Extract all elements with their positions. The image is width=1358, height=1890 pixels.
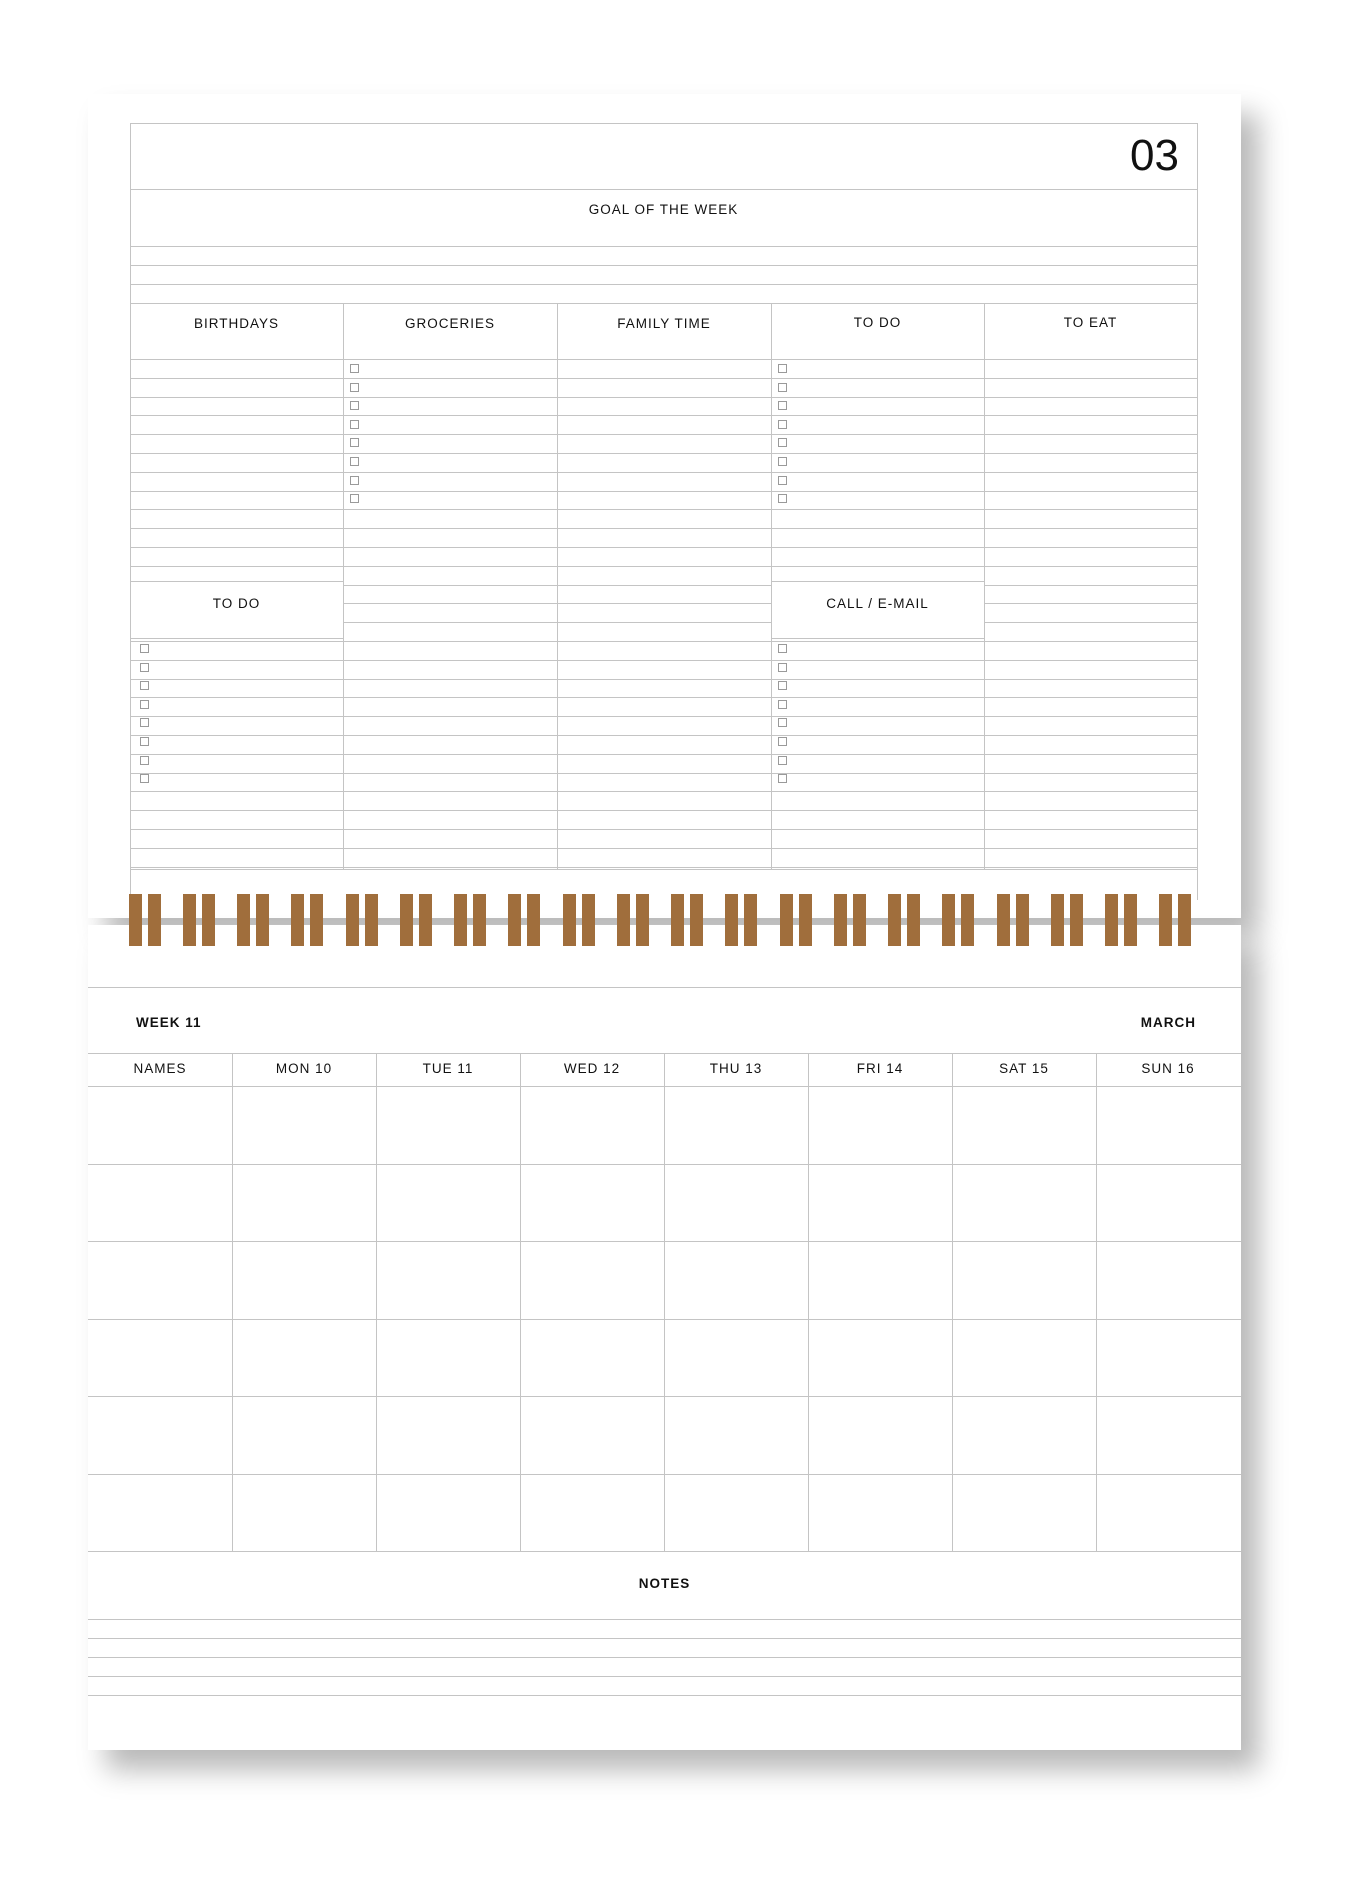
checkbox[interactable] bbox=[140, 663, 149, 672]
column-header-family-time: FAMILY TIME bbox=[617, 316, 711, 331]
rule-line bbox=[130, 716, 343, 717]
rule-line bbox=[984, 378, 1197, 379]
rule-line bbox=[343, 566, 771, 567]
checkbox[interactable] bbox=[778, 681, 787, 690]
rule-line bbox=[130, 453, 343, 454]
day-column-divider bbox=[664, 1053, 665, 1551]
rule-line bbox=[771, 528, 984, 529]
rule-line bbox=[130, 509, 343, 510]
checkbox[interactable] bbox=[778, 420, 787, 429]
checkbox[interactable] bbox=[140, 737, 149, 746]
rule-line bbox=[343, 697, 771, 698]
rule-line bbox=[343, 603, 771, 604]
column-header-to-do: TO DO bbox=[853, 315, 902, 330]
rule-line bbox=[130, 660, 343, 661]
weekly-overview-page bbox=[88, 94, 1241, 918]
rule-line bbox=[130, 641, 343, 642]
rule-line bbox=[343, 829, 771, 830]
goal-rule bbox=[130, 265, 1197, 266]
day-column-divider bbox=[232, 1053, 233, 1551]
calendar-row-divider bbox=[88, 1396, 1241, 1397]
rule-line bbox=[771, 641, 984, 642]
day-header-fri: FRI 14 bbox=[856, 1061, 904, 1076]
day-column-divider bbox=[952, 1053, 953, 1551]
column-header-divider bbox=[130, 359, 1197, 360]
rule-line bbox=[984, 472, 1197, 473]
rule-line bbox=[771, 660, 984, 661]
rule-line bbox=[771, 491, 984, 492]
rule-line bbox=[343, 491, 771, 492]
calendar-row-divider bbox=[88, 1164, 1241, 1165]
checkbox[interactable] bbox=[350, 401, 359, 410]
rule-line bbox=[984, 491, 1197, 492]
column-divider bbox=[771, 303, 772, 869]
checkbox[interactable] bbox=[350, 457, 359, 466]
checkbox[interactable] bbox=[778, 700, 787, 709]
rule-line bbox=[343, 397, 771, 398]
rule-line bbox=[771, 453, 984, 454]
rule-line bbox=[984, 679, 1197, 680]
checkbox[interactable] bbox=[140, 718, 149, 727]
rule-line bbox=[343, 716, 771, 717]
notes-title: NOTES bbox=[638, 1576, 691, 1591]
call-email-title: CALL / E-MAIL bbox=[826, 596, 929, 611]
rule-line bbox=[343, 547, 771, 548]
rule-line bbox=[984, 773, 1197, 774]
rule-line bbox=[984, 397, 1197, 398]
rule-line bbox=[343, 773, 771, 774]
rule-line bbox=[771, 810, 984, 811]
notes-line bbox=[88, 1657, 1241, 1658]
rule-line bbox=[771, 848, 984, 849]
day-column-divider bbox=[1096, 1053, 1097, 1551]
subheader-top bbox=[771, 581, 984, 582]
calendar-row-divider bbox=[88, 1319, 1241, 1320]
column-header-to-eat: TO EAT bbox=[1063, 315, 1118, 330]
column-divider bbox=[343, 303, 344, 869]
rule-line bbox=[343, 660, 771, 661]
header-divider bbox=[130, 189, 1197, 190]
rule-line bbox=[130, 491, 343, 492]
frame-right bbox=[1197, 123, 1198, 900]
rule-line bbox=[343, 791, 771, 792]
calendar-row-divider bbox=[88, 1241, 1241, 1242]
rule-line bbox=[984, 697, 1197, 698]
notes-line bbox=[88, 1695, 1241, 1696]
rule-line bbox=[984, 603, 1197, 604]
rule-line bbox=[771, 829, 984, 830]
subheader-top bbox=[130, 581, 343, 582]
rule-line bbox=[343, 679, 771, 680]
month-label: MARCH bbox=[1140, 1015, 1196, 1030]
day-header-mon: MON 10 bbox=[275, 1061, 333, 1076]
notes-line bbox=[88, 1619, 1241, 1620]
rule-line bbox=[771, 566, 984, 567]
day-header-sun: SUN 16 bbox=[1141, 1061, 1195, 1076]
rule-line bbox=[771, 547, 984, 548]
checkbox[interactable] bbox=[778, 774, 787, 783]
rule-line bbox=[984, 547, 1197, 548]
checkbox[interactable] bbox=[778, 737, 787, 746]
day-header-sat: SAT 15 bbox=[999, 1061, 1049, 1076]
rule-line bbox=[130, 829, 343, 830]
checkbox[interactable] bbox=[778, 663, 787, 672]
rule-line bbox=[343, 472, 771, 473]
rule-line bbox=[984, 453, 1197, 454]
column-header-groceries: GROCERIES bbox=[404, 316, 495, 331]
rule-line bbox=[130, 528, 343, 529]
section-divider bbox=[130, 303, 1197, 304]
rule-line bbox=[130, 472, 343, 473]
checkbox[interactable] bbox=[778, 383, 787, 392]
day-column-divider bbox=[376, 1053, 377, 1551]
day-header-wed: WED 12 bbox=[563, 1061, 621, 1076]
checkbox[interactable] bbox=[778, 476, 787, 485]
rule-line bbox=[343, 528, 771, 529]
checkbox[interactable] bbox=[140, 700, 149, 709]
rule-line bbox=[771, 679, 984, 680]
rule-line bbox=[130, 566, 343, 567]
rule-line bbox=[343, 453, 771, 454]
rule-line bbox=[984, 867, 1197, 868]
rule-line bbox=[130, 735, 343, 736]
checkbox[interactable] bbox=[140, 681, 149, 690]
rule-line bbox=[771, 697, 984, 698]
checkbox[interactable] bbox=[778, 457, 787, 466]
frame-top bbox=[130, 123, 1197, 124]
rule-line bbox=[771, 867, 984, 868]
day-header-names: NAMES bbox=[133, 1061, 187, 1076]
frame-left bbox=[130, 123, 131, 900]
rule-line bbox=[984, 848, 1197, 849]
rule-line bbox=[343, 622, 771, 623]
rule-line bbox=[771, 397, 984, 398]
rule-line bbox=[130, 697, 343, 698]
rule-line bbox=[130, 397, 343, 398]
day-header-thu: THU 13 bbox=[709, 1061, 763, 1076]
header-top-rule bbox=[88, 987, 1241, 988]
rule-line bbox=[343, 867, 771, 868]
rule-line bbox=[984, 810, 1197, 811]
checkbox[interactable] bbox=[778, 364, 787, 373]
goal-rule bbox=[130, 284, 1197, 285]
rule-line bbox=[343, 810, 771, 811]
rule-line bbox=[984, 791, 1197, 792]
checkbox[interactable] bbox=[350, 494, 359, 503]
goal-divider bbox=[130, 246, 1197, 247]
rule-line bbox=[771, 434, 984, 435]
column-divider bbox=[984, 303, 985, 869]
rule-line bbox=[984, 509, 1197, 510]
rule-line bbox=[984, 566, 1197, 567]
rule-line bbox=[130, 754, 343, 755]
rule-line bbox=[984, 622, 1197, 623]
checkbox[interactable] bbox=[140, 774, 149, 783]
rule-line bbox=[343, 585, 771, 586]
rule-line bbox=[130, 867, 343, 868]
rule-line bbox=[130, 415, 343, 416]
rule-line bbox=[984, 415, 1197, 416]
rule-line bbox=[771, 509, 984, 510]
checkbox[interactable] bbox=[778, 718, 787, 727]
rule-line bbox=[984, 754, 1197, 755]
checkbox[interactable] bbox=[778, 644, 787, 653]
rule-line bbox=[343, 848, 771, 849]
rule-line bbox=[771, 716, 984, 717]
rule-line bbox=[771, 472, 984, 473]
rule-line bbox=[130, 848, 343, 849]
rule-line bbox=[984, 735, 1197, 736]
rule-line bbox=[343, 415, 771, 416]
day-column-divider bbox=[520, 1053, 521, 1551]
subheader-bottom bbox=[771, 638, 984, 639]
checkbox[interactable] bbox=[350, 420, 359, 429]
checkbox[interactable] bbox=[350, 438, 359, 447]
rule-line bbox=[771, 735, 984, 736]
day-column-divider bbox=[808, 1053, 809, 1551]
rule-line bbox=[130, 791, 343, 792]
rule-line bbox=[130, 378, 343, 379]
rule-line bbox=[130, 434, 343, 435]
goal-of-the-week-title: GOAL OF THE WEEK bbox=[588, 202, 739, 217]
day-header-tue: TUE 11 bbox=[422, 1061, 474, 1076]
rule-line bbox=[130, 810, 343, 811]
column-divider bbox=[557, 303, 558, 869]
checkbox[interactable] bbox=[350, 364, 359, 373]
week-label: WEEK 11 bbox=[136, 1015, 202, 1030]
checkbox[interactable] bbox=[778, 756, 787, 765]
rule-line bbox=[343, 434, 771, 435]
rule-line bbox=[343, 641, 771, 642]
notes-line bbox=[88, 1676, 1241, 1677]
rule-line bbox=[343, 509, 771, 510]
rule-line bbox=[984, 829, 1197, 830]
subheader-bottom bbox=[130, 638, 343, 639]
rule-line bbox=[771, 415, 984, 416]
frame-bottom bbox=[130, 869, 1197, 870]
rule-line bbox=[130, 547, 343, 548]
rule-line bbox=[771, 791, 984, 792]
notes-line bbox=[88, 1638, 1241, 1639]
checkbox[interactable] bbox=[778, 494, 787, 503]
checkbox[interactable] bbox=[140, 644, 149, 653]
rule-line bbox=[343, 378, 771, 379]
rule-line bbox=[984, 716, 1197, 717]
weekly-calendar-page bbox=[88, 925, 1241, 1750]
rule-line bbox=[984, 660, 1197, 661]
week-number: 03 bbox=[1130, 131, 1179, 180]
checkbox[interactable] bbox=[778, 438, 787, 447]
calendar-row-divider bbox=[88, 1474, 1241, 1475]
lower-todo-title: TO DO bbox=[212, 596, 261, 611]
rule-line bbox=[771, 378, 984, 379]
rule-line bbox=[343, 735, 771, 736]
rule-line bbox=[130, 773, 343, 774]
rule-line bbox=[984, 434, 1197, 435]
checkbox[interactable] bbox=[350, 383, 359, 392]
checkbox[interactable] bbox=[140, 756, 149, 765]
column-header-birthdays: BIRTHDAYS bbox=[193, 316, 280, 331]
rule-line bbox=[984, 641, 1197, 642]
checkbox[interactable] bbox=[778, 401, 787, 410]
checkbox[interactable] bbox=[350, 476, 359, 485]
rule-line bbox=[771, 773, 984, 774]
rule-line bbox=[984, 528, 1197, 529]
calendar-row-divider bbox=[88, 1551, 1241, 1552]
rule-line bbox=[984, 585, 1197, 586]
rule-line bbox=[771, 754, 984, 755]
rule-line bbox=[343, 754, 771, 755]
rule-line bbox=[130, 679, 343, 680]
